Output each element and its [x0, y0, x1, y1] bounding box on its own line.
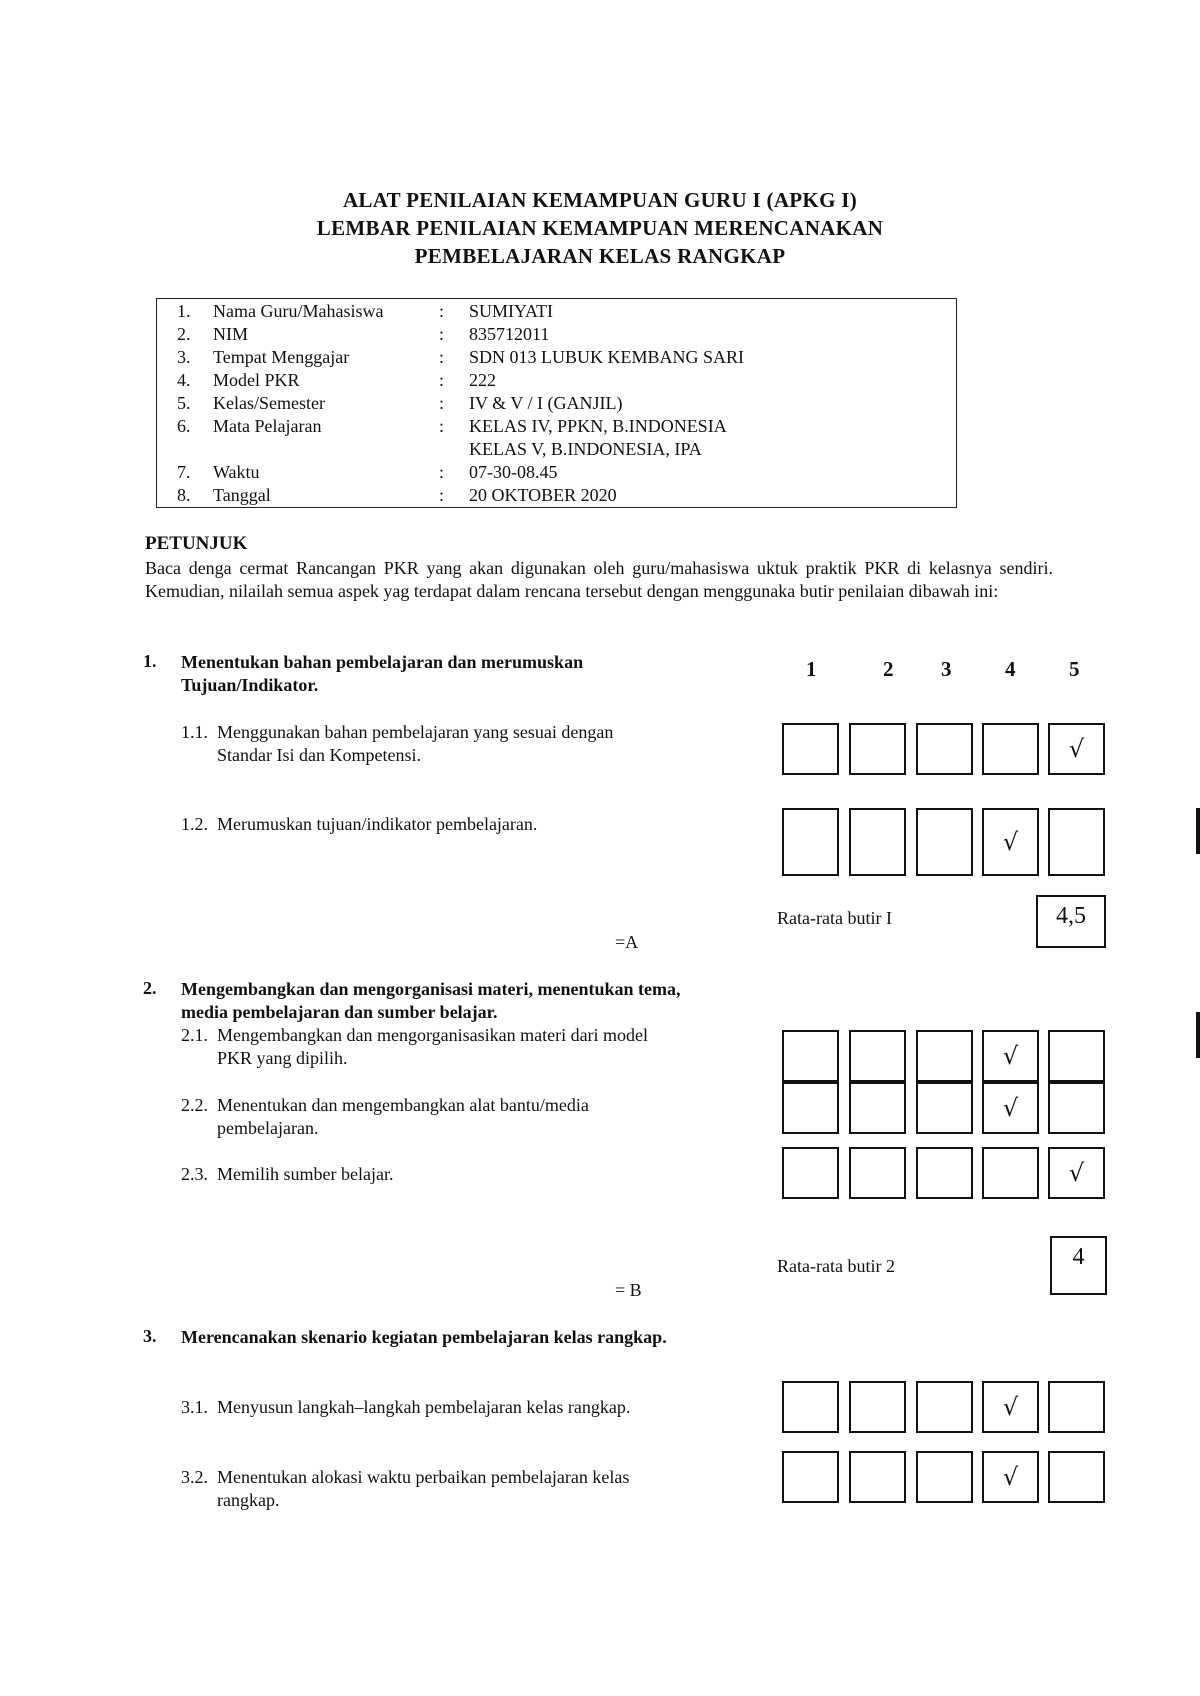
score-header-3: 3 — [941, 657, 952, 681]
criterion-item — [181, 1163, 726, 1186]
criterion-item — [181, 813, 726, 836]
rating-box-3[interactable] — [916, 1381, 973, 1433]
rating-box-5[interactable] — [1048, 1030, 1105, 1082]
average-value-box — [1036, 895, 1106, 948]
rating-box-4[interactable] — [982, 1030, 1039, 1082]
rating-box-4[interactable] — [982, 1451, 1039, 1503]
info-number: 1. — [177, 301, 191, 321]
info-number: 3. — [177, 347, 191, 367]
info-label: Model PKR — [213, 370, 300, 390]
rating-box-3[interactable] — [916, 723, 973, 775]
score-header-2: 2 — [883, 657, 894, 681]
criterion-text: Menyusun langkah–langkah pembelajaran kelas rangkap. — [217, 1397, 631, 1417]
info-number: 4. — [177, 370, 191, 390]
criterion-number: 3.2. — [181, 1467, 208, 1487]
check-mark-icon: √ — [1002, 828, 1019, 856]
criterion-item — [181, 1024, 726, 1070]
info-value: 20 OKTOBER 2020 — [469, 485, 617, 505]
criterion-item — [181, 1396, 726, 1419]
rating-box-4[interactable] — [982, 1381, 1039, 1433]
petunjuk-text: Baca denga cermat Rancangan PKR yang akan digunakan oleh guru/mahasiswa uktuk praktik PKR di kelasnya sendiri. Kemudian, nilailah semua aspek yag terdapat dalam rencana tersebut dengan menggunaka butir penilaian dibawah ini: — [145, 558, 1053, 601]
section-number: 3. — [143, 1326, 157, 1346]
criterion-number: 1.1. — [181, 722, 208, 742]
info-label: Kelas/Semester — [213, 393, 325, 413]
petunjuk-heading: PETUNJUK — [145, 533, 248, 554]
info-colon: : — [439, 370, 445, 390]
rating-box-2[interactable] — [849, 1147, 906, 1199]
criterion-item — [181, 721, 726, 767]
rating-box-2[interactable] — [849, 723, 906, 775]
info-colon: : — [439, 416, 445, 436]
score-header-5: 5 — [1069, 657, 1080, 681]
rating-box-1[interactable] — [782, 1147, 839, 1199]
rating-box-5[interactable] — [1048, 723, 1105, 775]
section-title: Mengembangkan dan mengorganisasi materi, menentukan tema, media pembelajaran dan sumber belajar. — [181, 979, 681, 1022]
rating-box-1[interactable] — [782, 1030, 839, 1082]
score-header-4: 4 — [1005, 657, 1016, 681]
section-title: Merencanakan skenario kegiatan pembelajaran kelas rangkap. — [181, 1327, 667, 1347]
check-mark-icon: √ — [1002, 1393, 1019, 1421]
check-mark-icon: √ — [1068, 735, 1085, 763]
info-number: 6. — [177, 416, 191, 436]
rating-box-1[interactable] — [782, 808, 839, 876]
section-number: 1. — [143, 651, 157, 671]
info-value: 07-30-08.45 — [469, 462, 558, 482]
score-header-1: 1 — [806, 657, 817, 681]
info-number: 8. — [177, 485, 191, 505]
rating-box-4[interactable] — [982, 808, 1039, 876]
rating-box-3[interactable] — [916, 1082, 973, 1134]
criterion-number: 2.2. — [181, 1095, 208, 1115]
info-value: SUMIYATI — [469, 301, 554, 321]
result-label: = B — [615, 1280, 642, 1300]
rating-box-3[interactable] — [916, 1147, 973, 1199]
section-number: 2. — [143, 978, 157, 998]
criterion-text: Menggunakan bahan pembelajaran yang sesuai dengan — [217, 722, 614, 742]
check-mark-icon: √ — [1002, 1042, 1019, 1070]
rating-box-5[interactable] — [1048, 1147, 1105, 1199]
rating-box-3[interactable] — [916, 1451, 973, 1503]
scan-edge-mark — [1196, 808, 1200, 854]
info-colon: : — [439, 462, 445, 482]
average-value: 4,5 — [1056, 903, 1086, 929]
title-line-3: PEMBELAJARAN KELAS RANGKAP — [414, 244, 786, 268]
info-label: Mata Pelajaran — [213, 416, 322, 436]
section-title: Menentukan bahan pembelajaran dan merumuskan Tujuan/Indikator. — [181, 652, 584, 695]
criterion-text: Menentukan dan mengembangkan alat bantu/media — [217, 1095, 589, 1115]
criterion-number: 2.3. — [181, 1164, 208, 1184]
rating-box-3[interactable] — [916, 808, 973, 876]
criterion-text-line-2: pembelajaran. — [217, 1118, 319, 1138]
rating-box-1[interactable] — [782, 723, 839, 775]
criterion-text-line-2: rangkap. — [217, 1490, 280, 1510]
info-colon: : — [439, 347, 445, 367]
rating-box-5[interactable] — [1048, 1082, 1105, 1134]
info-value: SDN 013 LUBUK KEMBANG SARI — [469, 347, 745, 367]
criterion-text: Mengembangkan dan mengorganisasikan materi dari model — [217, 1025, 649, 1045]
info-label: Tanggal — [213, 485, 271, 505]
criterion-text-line-2: PKR yang dipilih. — [217, 1048, 348, 1068]
rating-box-1[interactable] — [782, 1381, 839, 1433]
rating-box-4[interactable] — [982, 1082, 1039, 1134]
rating-box-5[interactable] — [1048, 808, 1105, 876]
criterion-text-line-2: Standar Isi dan Kompetensi. — [217, 745, 421, 765]
info-number: 5. — [177, 393, 191, 413]
rating-box-3[interactable] — [916, 1030, 973, 1082]
rating-box-2[interactable] — [849, 808, 906, 876]
average-label: Rata-rata butir I — [777, 908, 892, 928]
info-colon: : — [439, 485, 445, 505]
scan-edge-mark — [1196, 1012, 1200, 1058]
rating-box-1[interactable] — [782, 1082, 839, 1134]
criterion-text: Merumuskan tujuan/indikator pembelajaran. — [217, 814, 538, 834]
rating-box-2[interactable] — [849, 1451, 906, 1503]
rating-box-1[interactable] — [782, 1451, 839, 1503]
info-label: NIM — [213, 324, 248, 344]
info-value: 835712011 — [469, 324, 550, 344]
criterion-item — [181, 1466, 726, 1512]
info-label: Waktu — [213, 462, 260, 482]
rating-box-2[interactable] — [849, 1082, 906, 1134]
rating-box-2[interactable] — [849, 1030, 906, 1082]
criterion-number: 2.1. — [181, 1025, 208, 1045]
criterion-text: Menentukan alokasi waktu perbaikan pembelajaran kelas — [217, 1467, 630, 1487]
info-value: KELAS IV, PPKN, B.INDONESIA — [469, 416, 727, 436]
criterion-number: 3.1. — [181, 1397, 208, 1417]
info-number: 2. — [177, 324, 191, 344]
rating-box-2[interactable] — [849, 1381, 906, 1433]
criterion-text: Memilih sumber belajar. — [217, 1164, 394, 1184]
info-label: Nama Guru/Mahasiswa — [213, 301, 384, 321]
rating-box-4[interactable] — [982, 1147, 1039, 1199]
check-mark-icon: √ — [1002, 1463, 1019, 1491]
rating-box-5[interactable] — [1048, 1381, 1105, 1433]
rating-box-5[interactable] — [1048, 1451, 1105, 1503]
title-line-1: ALAT PENILAIAN KEMAMPUAN GURU I (APKG I) — [342, 188, 858, 212]
result-label: =A — [615, 932, 639, 952]
info-value-line-2: KELAS V, B.INDONESIA, IPA — [469, 439, 702, 459]
check-mark-icon: √ — [1068, 1159, 1085, 1187]
info-number: 7. — [177, 462, 191, 482]
document-title — [0, 186, 1200, 270]
check-mark-icon: √ — [1002, 1094, 1019, 1122]
rating-box-4[interactable] — [982, 723, 1039, 775]
info-colon: : — [439, 393, 445, 413]
title-line-2: LEMBAR PENILAIAN KEMAMPUAN MERENCANAKAN — [316, 216, 884, 240]
average-label: Rata-rata butir 2 — [777, 1256, 895, 1276]
info-value: IV & V / I (GANJIL) — [469, 393, 623, 413]
average-value-box — [1050, 1236, 1107, 1295]
average-value: 4 — [1072, 1244, 1085, 1270]
info-label: Tempat Menggajar — [213, 347, 350, 367]
info-colon: : — [439, 324, 445, 344]
criterion-item — [181, 1094, 726, 1140]
identity-table — [156, 298, 957, 508]
info-value: 222 — [469, 370, 496, 390]
info-colon: : — [439, 301, 445, 321]
criterion-number: 1.2. — [181, 814, 208, 834]
